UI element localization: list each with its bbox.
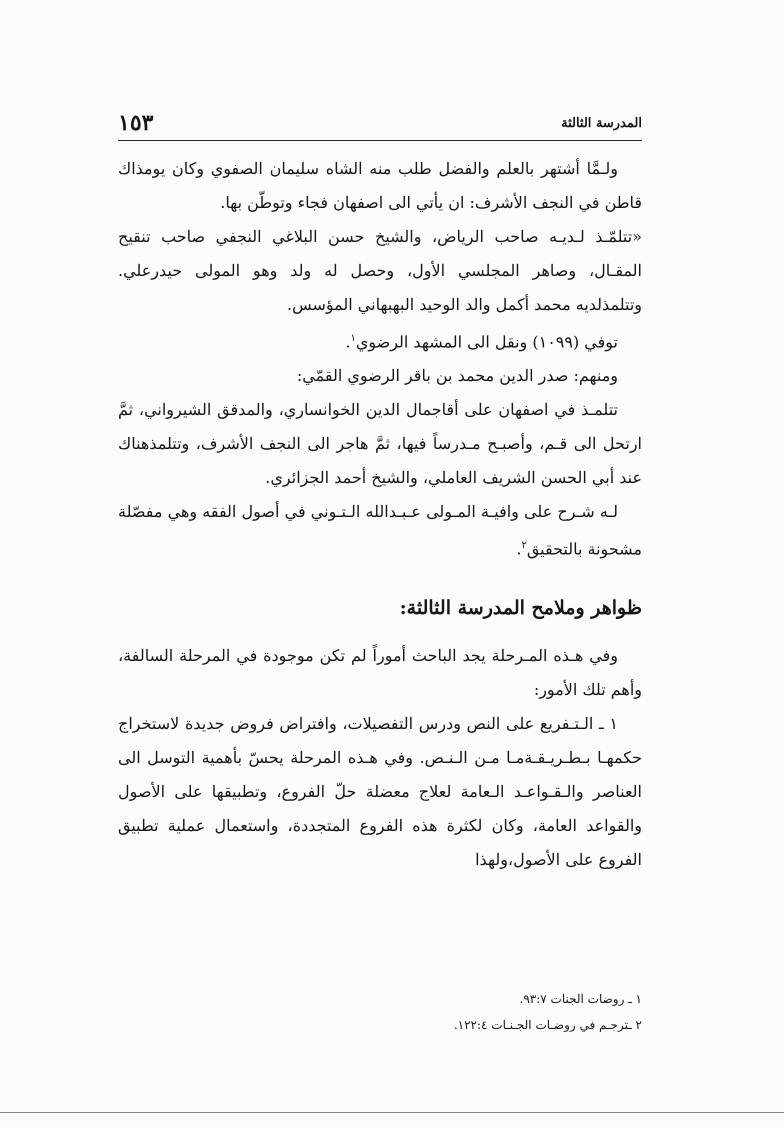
bottom-rule: [0, 1112, 784, 1113]
paragraph-4: ومنهم: صدر الدين محمد بن باقر الرضوي القمّي:: [296, 366, 618, 386]
paragraph-3-end: .: [345, 332, 351, 352]
page-number: ١٥٣: [118, 110, 154, 136]
running-head: المدرسة الثالثة: [561, 116, 642, 131]
paragraph-3-text: توفي (١٠٩٩) ونقل الى المشهد الرضوي: [355, 332, 618, 352]
footnote-2: ٢ ـترجـم في روضـات الجـنـات ١٢٢:٤.: [453, 1018, 642, 1032]
paragraph-3: [118, 322, 642, 359]
paragraph-7: وفي هـذه المـرحلة يجد الباحث أموراً لم تكن موجودة في المرحلة السالفة، وأهم تلك الأمور:: [118, 645, 642, 699]
paragraph-2: «تتلمّـذ لـديـه صاحب الرياض، والشيخ حسن البلاغي النجفي صاحب تنقيح المقـال، وصاهر المجلسي الأول، وحصل له ولد وهو المولى حيدرعلي. وتتلمذلديه محمد أكمل والد الوحيد البهبهاني المؤسس.: [118, 227, 642, 314]
section-heading: ظواهر وملامح المدرسة الثالثة:: [399, 596, 642, 619]
paragraph-1: ولـمَّا أشتهر بالعلم والفضل طلب منه الشاه سليمان الصفوي وكان يومذاك قاطن في النجف الأشرف: ان يأتي الى اصفهان فجاء وتوطّن بها.: [118, 159, 642, 212]
paragraph-6: [118, 495, 642, 566]
footnote-ref-2: ٢: [521, 540, 527, 552]
footnote-1: ١ ـ روضات الجنات ٩٣:٧.: [519, 992, 642, 1006]
page-header: [118, 106, 642, 141]
paragraph-6-end: .: [516, 539, 522, 559]
footnote-ref-1: ١: [350, 333, 356, 344]
paragraph-5: تتلمـذ في اصفهان على أقاجمال الدين الخوانساري، والمدقق الشيرواني، ثمَّ ارتحل الى قـم، وأصبـح مـدرساً فيها، ثمَّ هاجر الى النجف الأشرف، وتتلمذهناك عند أبي الحسن الشريف العاملي، والشيخ أحمد الجزائري.: [118, 400, 642, 488]
body-text: [118, 152, 642, 877]
footnotes: [118, 986, 642, 1038]
paragraph-6-text: لـه شـرح على وافيـة المـولى عـبـدالله الـتـوني في أصول الفقه وهي مفصّلة مشحونة بالتحقيق: [118, 502, 642, 559]
paragraph-8: ١ ـ الـتـفريع على النص ودرس التفصيلات، وافتراض فروض جديدة لاستخراج حكمهـا بـطـريـقـةمـا مـن الـنـص. وفي هـذه المرحلة يحسّ بأهمية التوسل الى العناصر والـقـواعـد الـعامة لعلاج معضلة حلّ الفروع، وتطبيقها على الأصول والقواعد العامة، وكان لكثرة هذه الفروع المتجددة، واستعمال عملية تطبيق الفروع على الأصول،ولهذا: [118, 713, 643, 869]
